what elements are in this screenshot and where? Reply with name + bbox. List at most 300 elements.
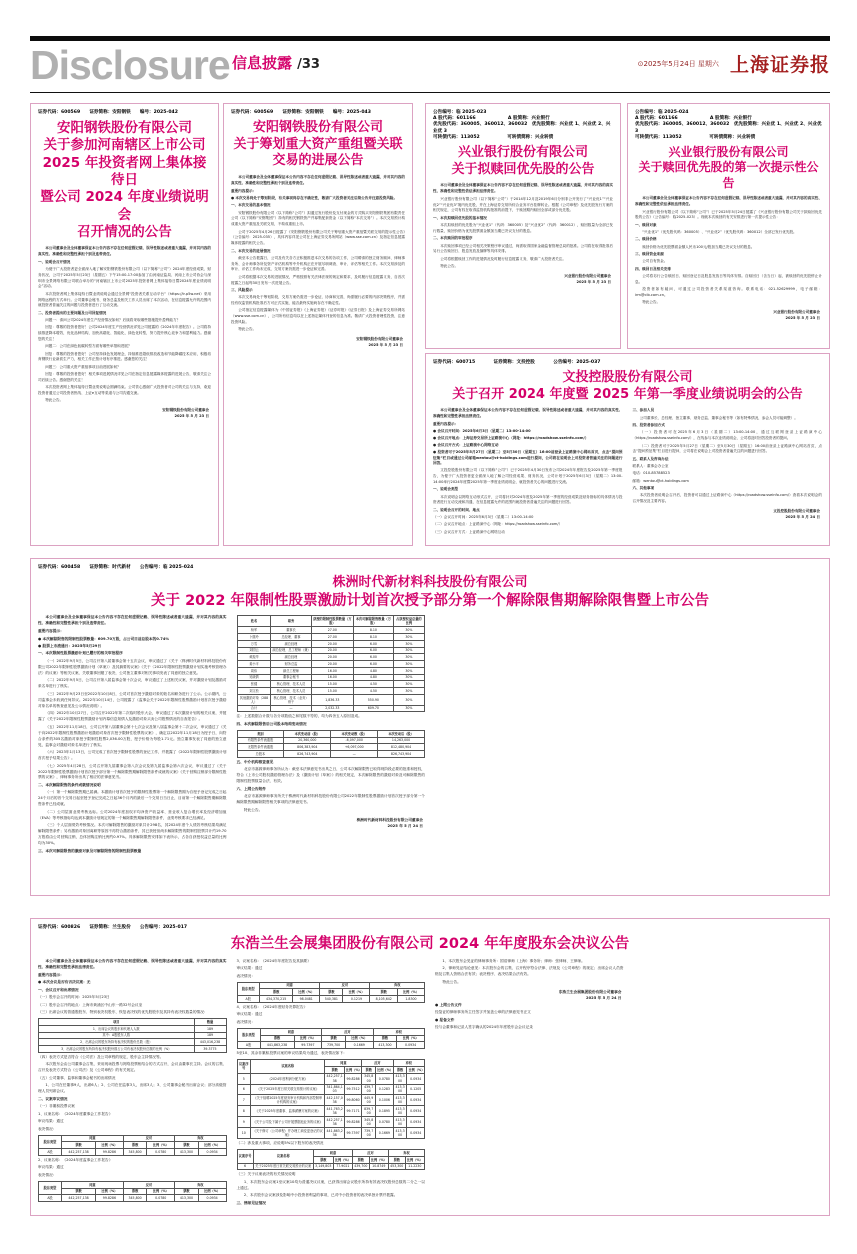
table-subheader-cell: 比例（%） xyxy=(345,1067,362,1072)
table-cell: 439,700 xyxy=(354,1164,368,1169)
box-title-line: 关于召开 2024 年度暨 2025 年第一季度业绩说明会的公告 xyxy=(452,386,803,402)
table-cell: 10.8749 xyxy=(369,1163,388,1170)
table-cell: 20.00 xyxy=(311,654,353,661)
plain-line: 2、议案名称：《2024年度监事会工作报告》 xyxy=(38,1157,113,1162)
paragraph: “兴业优1”（优先股代码：360005）、“兴业优2”（优先股代码：360012）全部已发行优先股。 xyxy=(642,230,797,235)
table-subheader-cell: 票数 xyxy=(123,1142,147,1149)
table-cell: 4.80 xyxy=(354,667,394,674)
paragraph: 文投控股股份有限公司（以下简称“公司”）已于2025年4月30日发布公司2024年年度报告及2025年第一季度报告，为便于广大投资者更全面深入地了解公司经营成果、财务状况，公司计划于2025年6月3日（星期二）13:00-14:00举行2024年度暨2025年第一季度业绩说明会，就投资者关心的问题进行交流。 xyxy=(433,468,623,484)
signature-company: 株洲时代新材料科技股份有限公司董事会 xyxy=(356,817,423,822)
plain-line: 审议结果：通过 xyxy=(236,1012,263,1017)
table-header-cell: 数量 xyxy=(194,1019,226,1026)
table-subheader-cell: 票数 xyxy=(388,1156,405,1163)
table-cell: 812,480,904 xyxy=(378,744,425,751)
table-cell: 4.50 xyxy=(354,681,394,688)
plain-line: （一）非累积投票议案 xyxy=(38,1104,75,1109)
table-cell: 413,300 xyxy=(393,1095,407,1106)
table-cell: 6.00 xyxy=(354,640,394,647)
signature-date: 2025 年 5 月 24 日 xyxy=(785,514,820,519)
plain-line: 经鉴证的律师事务所主任签字并加盖公章的法律意见书正文 xyxy=(435,1010,531,1015)
table-cell: 16.00 xyxy=(311,674,353,681)
paragraph: （一）2022年9月5日，公司召开第八届董事会第十五次会议，审议通过了《关于〈株洲时代新材料科技股份有限公司2022年限制性股票激励计划（草案）〉及其摘要的议案》《关于〈2022年限制性股票激励计划实施考核管理办法〉的议案》等相关议案，关联董事回避了表决，公司独立董事对相关事项发表了同意的独立意见。 xyxy=(38,658,227,675)
table-header-cell: 类别 xyxy=(237,730,284,737)
box-header-line: 优先股代码：360005、360012、360032 优先股简称：兴业优 1、兴业优 2、兴业优 3 xyxy=(433,122,611,134)
section-heading: 四、赎回日及相关安排 xyxy=(635,266,671,271)
paragraph: 本次赎回事项已经公司相关决策程序审议通过，尚需取得国家金融监督管理总局的批准。公司将在取得批准后另行公告赎回日、股息发放及摘牌等具体安排。 xyxy=(433,243,613,254)
table-cell: 其中：A股股东人数 xyxy=(39,1032,195,1039)
table-cell: 20.00 xyxy=(311,647,353,654)
table-subheader-cell: 票数 xyxy=(320,989,343,996)
table-cell: 刘文松 xyxy=(237,688,271,695)
table-cell: A股 xyxy=(39,1195,62,1202)
table-header-cell: 股东类型 xyxy=(237,1028,260,1042)
table-cell: 7 xyxy=(237,1095,251,1106)
table-group-cell: 弃权 xyxy=(388,1150,424,1157)
paragraph: 回复：尊敬的投资者您好！相关事项进展情况详见公司在指定信息披露媒体披露的进展公告，敬请关注公司后续公告。感谢您的关注！ xyxy=(38,371,211,382)
table-cell: 《关于2025年度董事、监事薪酬方案的议案》 xyxy=(251,1106,325,1117)
disclaimer-paragraph: 本公司董事会及全体董事保证本公告内容不存在任何虚假记载、误导性陈述或者重大遗漏，并对其内容的真实性、准确性和完整性依法承担法律责任。 xyxy=(433,183,613,193)
paragraph: 问题二：公司在绿色低碳转型方面有哪些举措和进展？ xyxy=(45,344,132,349)
table-header-row xyxy=(237,1150,425,1157)
paragraph: 特此公告。 xyxy=(440,263,459,268)
table-cell: 20.00 xyxy=(311,640,353,647)
table-subheader-cell: 票数 xyxy=(362,1066,376,1073)
plain-line: 审议结果：通过 xyxy=(38,1119,64,1124)
section-heading: 重要内容提示： xyxy=(38,629,64,634)
table-cell: 14,263,000 xyxy=(378,737,425,744)
table-cell: 442,257,138 xyxy=(326,1074,343,1083)
paragraph: 截至本公告披露日，公司及有关各方正积极推进本次交易的各项工作，公司聘请的独立财务顾问、律师事务所、会计师事务所及资产评估机构等中介机构正在开展尽职调查、审计、评估等相关工作。本次交易涉及的审计、评估工作尚未完成，交易方案仍需进一步论证和完善。 xyxy=(231,255,405,272)
paragraph: 问题三：公司重大资产重组事项目前进展如何？ xyxy=(45,364,121,369)
plain-line: 审议结果：通过 xyxy=(38,1165,64,1170)
table-row xyxy=(237,661,425,668)
table-cell: 98.0481 xyxy=(293,996,320,1003)
table-cell: 443,016,238 xyxy=(194,1039,226,1046)
disclaimer-paragraph: 本公司董事会及全体董事保证本公告内容不存在任何虚假记载、误导性陈述或者重大遗漏，并对其内容的真实性、准确性和完整性承担法律责任。 xyxy=(433,408,623,419)
signature-date: 2025 年 5 月 23 日 xyxy=(174,414,209,419)
table-subheader-cell: 比例（%） xyxy=(293,989,320,996)
plain-line: （四）表决方式是否符合《公司法》及公司章程的规定，股东会主持情况等。 xyxy=(38,1054,164,1059)
table-cell: 445,900 xyxy=(362,1095,376,1106)
table-cell: 441,763,238 xyxy=(326,1107,343,1116)
paragraph: （五）2022年11月18日，公司召开第八届董事会第十七次会议及第八届监事会第十二次会议，审议通过了《关于向2022年限制性股票激励计划激励对象首次授予限制性股票的议案》，确定以2022年11月18日为授予日，向符合条件的305名激励对象授予限制性股票2,036.00万股，授予价格为每股1.71元。独立董事发表了同意的独立意见，监事会对激励对象名单进行了核实。 xyxy=(38,724,227,747)
table-cell: 739,700 xyxy=(322,1042,346,1049)
table-cell: 总经理、董事 xyxy=(271,634,311,641)
table-header-cell: 本次变动后（股） xyxy=(378,730,425,737)
box-header xyxy=(433,110,613,141)
table-row xyxy=(237,674,425,681)
table-cell: 442,157,038 xyxy=(326,1096,343,1105)
table-cell: 0.0934 xyxy=(198,1195,226,1202)
box-columns xyxy=(38,615,822,887)
paragraph: 公司指定信息披露媒体为《中国证券报》《上海证券报》《证券时报》《证券日报》及上海证券交易所网站（www.sse.com.cn），公司所有信息均以在上述指定媒体刊登的信息为准。敬请广大投资者理性投资，注意投资风险。 xyxy=(231,308,405,324)
paragraph: 本次投资者网上集体接待日暨业绩说明会圆满结束。公司衷心感谢广大投资者对公司的关注与支持，欢迎投资者通过公司投资者热线、上证e互动等渠道与公司沟通交流。 xyxy=(38,385,211,395)
signature-company: 兴业银行股份有限公司董事会 xyxy=(773,310,820,315)
paragraph: 公司于2025年4月26日披露了《安阳钢铁股份有限公司关于筹划重大资产重组暨关联交易的提示性公告》（公告编号：2025-035），具体内容详见公司在上海证券交易所网站（www.sse.com.cn）及指定信息披露媒体披露的相关公告。 xyxy=(231,229,405,246)
table-group-cell: 弃权 xyxy=(393,1060,424,1067)
signature-block xyxy=(633,508,821,520)
box-header-line: 公告编号：临 2025-024 xyxy=(635,110,689,115)
plain-line: 表决情况： xyxy=(38,1126,57,1131)
table-cell: 189 xyxy=(194,1032,226,1039)
paragraph: 公司将根据本次交易的进展情况，严格按照有关法律法规的规定和要求，及时履行信息披露义务，自首次披露之日起每30日发布一次进展公告。 xyxy=(231,274,405,285)
paragraph: 投资者如有疑问，可通过公司投资者关系渠道咨询。联系电话：021-52629999，电子邮箱：irm@cib.com.cn。 xyxy=(635,287,822,297)
plain-line: （三）关于议案表决的有关情况说明 xyxy=(236,1172,296,1177)
box-columns xyxy=(635,196,822,349)
box-header-line: 证券代码：600569 证券简称：安阳钢铁 编号：2025-042 xyxy=(38,110,178,115)
table-row xyxy=(39,1025,227,1032)
announcement-box-anyang-043 xyxy=(223,103,413,546)
table-row xyxy=(237,1095,425,1106)
table-cell: 《关于2025年度日常关联交易预计的议案》 xyxy=(251,1084,325,1095)
table-cell: 3、出席会议的股东所持有表决权股份数占公司有表决权股份总数的比例（%） xyxy=(39,1046,195,1053)
paragraph: 问题一：请问公司2024年度生产经营情况如何？后续将采取哪些措施提升盈利能力？ xyxy=(45,317,181,322)
table-cell: 吴晓倩 xyxy=(237,674,271,681)
table-cell: 413,300 xyxy=(373,1042,397,1049)
table-cell: 合计 xyxy=(237,705,271,712)
section-heading: 三、风险提示 xyxy=(231,287,253,292)
section-heading: 三、律师见证情况 xyxy=(236,1200,266,1205)
table-cell: 27.00 xyxy=(311,627,353,634)
table-header-cell: 议案序号 xyxy=(237,1150,253,1164)
paragraph: 本次说明会以网络互动形式召开，公司将针对2024年度及2025年第一季度的经营成果及财务指标的具体情况与投资者进行互动交流和沟通，在信息披露允许的范围内就投资者普遍关注的问题进行回答。 xyxy=(433,494,623,505)
table-cell: A股 xyxy=(237,1042,260,1049)
table-group-cell: 同意 xyxy=(259,982,319,989)
table-cell: 30% xyxy=(393,694,424,705)
table-group-cell: 反对 xyxy=(322,1028,373,1035)
table-cell: 《关于公司及下属子公司开展票据池业务的议案》 xyxy=(251,1117,325,1128)
table-cell: 30% xyxy=(393,654,424,661)
signature-date: 2025 年 5 月 23 日 xyxy=(368,343,403,348)
table-cell: 0.1669 xyxy=(376,1128,393,1139)
table-header-cell: 议案名称 xyxy=(253,1150,313,1164)
paragraph: 公司将另行公告赎回日、赎回登记日及股息发放日等具体安排。自赎回日（含当日）起，被赎回的优先股停止计息。 xyxy=(635,273,822,284)
table-group-cell: 同意 xyxy=(260,1028,322,1035)
table-group-cell: 反对 xyxy=(362,1060,393,1067)
table-subheader-row xyxy=(237,989,425,996)
vote-table xyxy=(38,1181,227,1202)
table-cell: 姜小平 xyxy=(237,661,271,668)
paragraph: （四）2022年10月27日，公司召开2022年第二次临时股东大会，审议通过了本次激励计划的相关议案，并披露了《关于2022年限制性股票激励计划内幕信息知情人及激励对象买卖公司股票情况的自查报告》。 xyxy=(38,711,227,722)
section-heading: 一、本次交易的基本情况 xyxy=(231,203,271,208)
signature-block xyxy=(435,989,622,1002)
box-header-line: A 股代码：601166 A 股简称：兴业银行 xyxy=(635,116,752,122)
table-cell: 8,105,642 xyxy=(370,996,397,1003)
table-header-cell: 获授的限制性股票数量（万股） xyxy=(311,616,353,627)
table-subheader-row xyxy=(237,1035,425,1042)
box-title-line: 文投控股股份有限公司 xyxy=(562,370,693,386)
table-row xyxy=(39,1046,227,1053)
table-cell: 核心管理、技术（业务）骨干 xyxy=(271,694,311,705)
plain-line: （五）公司董事、监事和董事会秘书的出席情况 xyxy=(38,1075,116,1080)
table-row xyxy=(237,1117,425,1128)
table-subheader-cell: 票数 xyxy=(175,1142,199,1149)
table-cell: 99.7512 xyxy=(344,1084,361,1095)
paragraph: 公司董事长、总经理、独立董事、财务总监、董事会秘书等（如有特殊情况，参会人员可能调整）。 xyxy=(639,415,798,420)
paragraph: 本次股东会由公司董事会召集，采用现场投票与网络投票相结合的方式召开，会议由董事长主持。会议的召集、召开及表决方式符合《公司法》及《公司章程》的有关规定。 xyxy=(38,1062,227,1073)
table-cell: 0.0934 xyxy=(198,1149,226,1156)
table-cell: 30% xyxy=(393,681,424,688)
paragraph: 回复：尊敬的投资者您好！公司坚持绿色发展理念，持续推进超低排放改造和节能降碳技术应用，积极培育钢铁行业新质生产力，相关工作正按计划有序推进。感谢您的关注！ xyxy=(38,351,211,362)
table-cell: 442,257,138 xyxy=(62,1195,96,1202)
vote-table xyxy=(237,1028,426,1049)
table-subheader-row xyxy=(39,1142,227,1149)
table-cell: 442,257,138 xyxy=(326,1118,343,1127)
box-title-line: 东浩兰生会展集团股份有限公司 2024 年年度股东会决议公告 xyxy=(230,936,630,953)
bullet-line: ● 会议召开时间：2025年6月3日（星期二）13:00-14:00 xyxy=(433,429,531,434)
section-heading: 二、投资者提出的主要问题及公司回复情况 xyxy=(38,310,107,315)
disclaimer-paragraph: 本公司董事会及全体董事保证本公告内容不存在任何虚假记载、误导性陈述或者重大遗漏，并对其内容的真实性、准确性和完整性承担个别及连带责任。 xyxy=(38,615,227,626)
table-row xyxy=(39,1039,227,1046)
table-cell: 434,370,215 xyxy=(259,996,292,1003)
bullet-line: ● 本次解除限售的限制性股票数量：609.70万股，占公司目前总股本的0.74% xyxy=(38,636,170,641)
table-cell: 其他激励对象（288人） xyxy=(237,694,271,705)
vote-table xyxy=(237,1059,426,1139)
paragraph: （三）个人层面绩效考核情况。本次可解除限售的激励对象共计298名，其2024年度个人绩效考核结果均满足解除限售条件；另有激励对象因离职等原因不再符合激励条件，其已获授但尚未解除限售的限制性股票共计约19.70万股将由公司回购注销，总体回购注销比例约0.97%。具体解除限售安排如下表所示，占各自获授权益总量的比例均为30%。 xyxy=(38,823,227,846)
table-cell: 826,743,904 xyxy=(378,751,425,758)
section-heading: 重要内容提示： xyxy=(433,422,459,427)
paragraph: 特此公告。 xyxy=(442,979,461,984)
signature-company: 东浩兰生会展集团股份有限公司董事会 xyxy=(558,989,622,994)
box-header-line: 证券代码：600826 证券简称：兰生股份 公告编号：2025-017 xyxy=(38,925,188,930)
box-title xyxy=(38,120,211,241)
table-subheader-cell: 票数 xyxy=(62,1142,96,1149)
table-header-cell: 股东类型 xyxy=(39,1181,62,1195)
table-cell: 核心管理、技术人员 xyxy=(271,688,311,695)
table-cell: 0.0934 xyxy=(407,1117,425,1128)
table-subheader-cell: 比例（%） xyxy=(377,1067,394,1072)
table-cell: 20.00 xyxy=(311,661,353,668)
table-header-cell: 股东类型 xyxy=(237,982,259,996)
table-row xyxy=(237,744,425,751)
signature-company: 文投控股股份有限公司董事会 xyxy=(773,508,820,513)
box-title-line: 安阳钢铁股份有限公司 xyxy=(252,120,383,136)
section-heading: 二、本次赎回的审批程序 xyxy=(433,236,473,241)
section-heading: 一、说明会召开情况 xyxy=(38,259,71,264)
box-header-line: 证券代码：600715 证券简称：文投控股 公告编号：2025-037 xyxy=(433,360,601,365)
table-cell: 0.1895 xyxy=(376,1106,393,1117)
table-cell: 345,800 xyxy=(123,1149,147,1156)
disclaimer-paragraph: 本公司董事会及全体董事保证本公告内容不存在任何虚假记载、误导性陈述或者重大遗漏，并对其内容的真实性、准确性和完整性依法承担法律责任。 xyxy=(635,196,822,206)
masthead-right xyxy=(638,50,830,77)
table-cell: 0.0934 xyxy=(407,1106,425,1117)
table-cell: 《2024年度利润分配方案》 xyxy=(251,1073,325,1084)
box-title-line: 兴业银行股份有限公司 xyxy=(457,144,588,160)
table-cell: 30% xyxy=(393,640,424,647)
table-cell: 0.0780 xyxy=(147,1149,175,1156)
table-cell: 财务总监 xyxy=(271,661,311,668)
table-cell: 《关于修订〈公司章程〉并办理工商变更登记的议案》 xyxy=(251,1128,325,1139)
table-header-cell: 项目 xyxy=(39,1019,195,1026)
table-cell: 77.9021 xyxy=(333,1163,352,1170)
table-subheader-cell: 比例（%） xyxy=(147,1142,175,1149)
table-group-cell: 同意 xyxy=(62,1135,124,1142)
table-cell: 万雪 xyxy=(237,640,271,647)
table-cell: 30% xyxy=(393,667,424,674)
masthead xyxy=(30,44,830,90)
bullet-line: ● 会议召开地点：上海证券交易所上证路演中心（网址：https://roadshow.sseinfo.com/） xyxy=(433,436,589,441)
paragraph: 北京市嘉源律师事务所关于株洲时代新材料科技股份有限公司2022年限制性股票激励计划首次授予部分第一个解除限售期解除限售相关事项的法律意见书。 xyxy=(236,794,425,805)
table-cell: 550.90 xyxy=(354,694,394,705)
box-columns xyxy=(433,408,822,536)
box-header-line: A 股代码：601166 A 股简称：兴业银行 xyxy=(433,116,550,122)
table-cell: 540,381 xyxy=(320,996,343,1003)
table-cell: 8.10 xyxy=(354,634,394,641)
paragraph: （二）2022年9月5日，公司召开第八届监事会第十次会议，审议通过了上述相关议案，并对激励计划及激励对象名单进行了核实。 xyxy=(38,678,227,689)
table-cell: 副总经理 xyxy=(271,640,311,647)
table-cell: 张健 xyxy=(237,681,271,688)
signature-block xyxy=(38,407,209,419)
table-group-cell: 反对 xyxy=(353,1150,389,1157)
box-title-line: 安阳钢铁股份有限公司 xyxy=(57,120,192,137)
bullet-line: ● 股票上市流通日：2025年5月29日 xyxy=(38,643,102,648)
signature-date: 2025 年 5 月 23 日 xyxy=(785,316,820,321)
box-title-line: 2025 年投资者网上集体接待日 xyxy=(42,154,207,188)
box-header xyxy=(231,110,405,116)
paragraph: （一）投资者可在2025年6月3日（星期二）13:00-14:00，通过互联网登录上证路演中心（https://roadshow.sseinfo.com/），在线参与本次业绩说明会，公司将及时回答投资者的提问。 xyxy=(632,430,822,441)
signature-date: 2025 年 5 月 23 日 xyxy=(576,279,611,284)
table-cell: 441,863,238 xyxy=(326,1128,343,1138)
section-title: 信息披露 xyxy=(232,54,293,72)
table-subheader-cell: 比例（%） xyxy=(345,1035,373,1042)
paragraph: 北京市嘉源律师事务所认为：截至本法律意见书出具之日，公司本次解除限售已取得现阶段必要的批准和授权，符合《上市公司股权激励管理办法》及《激励计划（草案）》的相关规定，本次解除限售的激励对象及可解除限售的限制性股票数量合法、有效。 xyxy=(236,767,425,784)
section-heading: 六、上网公告附件 xyxy=(236,786,266,791)
table-cell: 0.0934 xyxy=(407,1095,425,1106)
table-subheader-cell: 票数 xyxy=(260,1035,294,1042)
disclaimer-paragraph: 本公司董事会及全体董事保证本公告内容不存在任何虚假记载、误导性陈述或者重大遗漏，并对其内容的真实性、准确性和完整性承担法律责任。 xyxy=(38,958,227,969)
box-title xyxy=(433,145,613,178)
table-subheader-cell: 比例（%） xyxy=(96,1142,124,1149)
vote-table xyxy=(38,1135,227,1156)
paragraph: 兴业银行股份有限公司（以下简称“公司”）已于2025年5月24日披露了《兴业银行股份有限公司关于拟赎回优先股的公告》（公告编号：临2025-023）。现就本次赎回的有关安排进行第一次提示性公告： xyxy=(635,209,822,220)
table-group-cell: 反对 xyxy=(123,1135,174,1142)
box-title-line: 株洲时代新材料科技股份有限公司 xyxy=(332,575,528,591)
section-heading: 四、本次解除限售后公司股本结构变动情况 xyxy=(236,721,307,726)
table-cell: 10 xyxy=(237,1128,251,1139)
table-subheader-cell: 票数 xyxy=(370,989,397,996)
table-cell: 杨军 xyxy=(237,627,271,634)
paragraph: 赎回价格为优先股票面金额人民币100元/股加当期已决议支付的股息。 xyxy=(642,244,755,249)
table-header-cell: 议案名称 xyxy=(251,1060,325,1074)
table-cell: 6.00 xyxy=(354,661,394,668)
table-cell: +6,097,000 xyxy=(331,744,378,751)
table-row xyxy=(237,667,425,674)
table-row xyxy=(237,654,425,661)
table-cell: 周伟 xyxy=(237,667,271,674)
plain-line: 审议结果：通过 xyxy=(236,966,263,971)
table-row xyxy=(237,640,425,647)
table-cell: 99.7397 xyxy=(294,1042,322,1049)
box-title-line: 关于筹划重大资产重组暨关联 xyxy=(233,136,403,152)
table-header-cell: 姓名 xyxy=(237,616,271,627)
table-cell: 442,257,138 xyxy=(62,1149,96,1156)
section-heading: 五、联系人及咨询办法 xyxy=(632,456,669,461)
table-group-cell: 反对 xyxy=(123,1181,174,1188)
signature-block xyxy=(231,336,403,348)
data-table xyxy=(237,615,426,712)
plain-line: （一）会议召开时间：2025年6月3日（星期二）13:00-14:00 xyxy=(433,514,534,519)
section-heading: 六、其他事项 xyxy=(632,485,655,490)
table-subheader-cell: 比例（%） xyxy=(397,1035,425,1042)
box-columns xyxy=(433,183,613,341)
table-cell: A股 xyxy=(237,996,259,1003)
table-cell: 6 xyxy=(237,1163,253,1170)
plain-line: 经与会董事和记录人签字确认的2024年年度股东会会议记录 xyxy=(435,1024,533,1029)
paragraph: 1、本次股东会见证的律师事务所：国浩律师（上海）事务所；律师：张律师、王律师。 xyxy=(442,958,585,963)
table-cell: — xyxy=(271,705,311,712)
table-cell: 0.1006 xyxy=(376,1095,393,1106)
paragraph: 兴业银行股份有限公司（以下简称“公司”）于2014年12月及2019年6月分别非公开发行了“兴业优1”“兴业优2”“兴业优3”境内优先股，并在上海证券交易所综合业务平台挂牌转让。根据《公司章程》及优先股发行方案的相关规定，公司有权在取得监管机构批准的前提下，于赎回期内赎回全部或部分优先股。 xyxy=(433,196,613,213)
table-row xyxy=(39,1149,227,1156)
table-cell: 839,700 xyxy=(362,1106,376,1117)
table-header-cell: 议案序号 xyxy=(237,1060,251,1074)
table-cell: — xyxy=(331,751,378,758)
table-group-cell: 弃权 xyxy=(370,982,425,989)
table-cell: 609.70 xyxy=(354,705,394,712)
box-header xyxy=(635,110,822,141)
section-heading: 二、说明会召开的时间、地点 xyxy=(433,507,480,512)
section-heading: 一、赎回对象 xyxy=(635,222,657,227)
table-cell: 739,700 xyxy=(362,1128,376,1139)
table-row xyxy=(237,634,425,641)
paragraph: 1、本次股东会议案1至议案10均为普通决议议案，已获得出席会议股东所持有效表决权股份总数的二分之一以上通过。 xyxy=(236,1179,425,1190)
box-header xyxy=(38,110,211,116)
plain-line: 注：上述数据合计数与各分项数值之和尾数不符的，均为四舍五入原因造成。 xyxy=(236,714,362,719)
table-subheader-row xyxy=(39,1188,227,1195)
table-subheader-cell: 比例（%） xyxy=(406,1157,423,1162)
table-group-cell: 同意 xyxy=(313,1150,352,1157)
plain-line: 5至10、其余非累积投票议案的审议结果均为通过，表决情况如下： xyxy=(236,1051,347,1056)
table-cell: 99.8286 xyxy=(96,1195,124,1202)
table-cell: 3,149,803 xyxy=(315,1164,332,1169)
table-cell: 0.1219 xyxy=(343,996,370,1003)
table-cell: 副总经理、总工程师（兼） xyxy=(272,648,311,653)
table-cell: 27.00 xyxy=(311,634,353,641)
table-row xyxy=(237,737,425,744)
table-cell: 核心管理、技术人员 xyxy=(271,681,311,688)
table-cell: 39.3775 xyxy=(194,1046,226,1053)
box-header xyxy=(38,925,822,931)
announcement-box-lansheng-017 xyxy=(30,918,830,1216)
table-subheader-cell: 比例（%） xyxy=(343,989,370,996)
table-cell: 30% xyxy=(393,647,424,654)
section-heading: 五、中介机构核查意见 xyxy=(236,759,274,764)
table-cell: 30% xyxy=(393,705,424,712)
table-subheader-cell: 票数 xyxy=(393,1066,407,1073)
announcement-box-times-024 xyxy=(30,558,830,896)
plain-line: 表决情况： xyxy=(38,1172,57,1177)
box-title-line: 关于 2022 年限制性股票激励计划首次授予部分第一个解除限售期解除限售暨上市公告 xyxy=(151,592,709,609)
section-title-group xyxy=(232,52,320,73)
table-cell: 30% xyxy=(393,627,424,634)
masthead-top-rule xyxy=(30,36,830,41)
box-header-line: 证券代码：600569 证券简称：安阳钢铁 编号：2025-043 xyxy=(231,110,371,115)
announcement-box-cib-023 xyxy=(425,103,621,349)
bullet-line: ● 上网公告文件 xyxy=(435,1003,462,1008)
data-table xyxy=(38,1018,227,1053)
table-cell: 413,300 xyxy=(175,1149,199,1156)
table-cell: 345,800 xyxy=(362,1073,376,1084)
table-subheader-cell: 比例（%） xyxy=(408,1067,425,1072)
plain-line: 1、议案名称：《2024年度董事会工作报告》 xyxy=(38,1111,113,1116)
paragraph: 2、本次股东会议案涉及影响中小投资者利益的事项，已对中小投资者的表决单独计票并披露。 xyxy=(243,1193,398,1198)
table-group-cell: 同意 xyxy=(325,1060,362,1067)
table-cell: 董事会秘书 xyxy=(271,674,311,681)
bullet-line: ● 本次交易尚处于筹划阶段，有关事项尚存在不确定性，敬请广大投资者关注后续公告并注意投资风险。 xyxy=(231,196,398,200)
table-header-row xyxy=(39,1019,227,1026)
table-row xyxy=(237,751,425,758)
box-header-line: 可转债代码：113052 可转债简称：兴业转债 xyxy=(635,134,756,140)
